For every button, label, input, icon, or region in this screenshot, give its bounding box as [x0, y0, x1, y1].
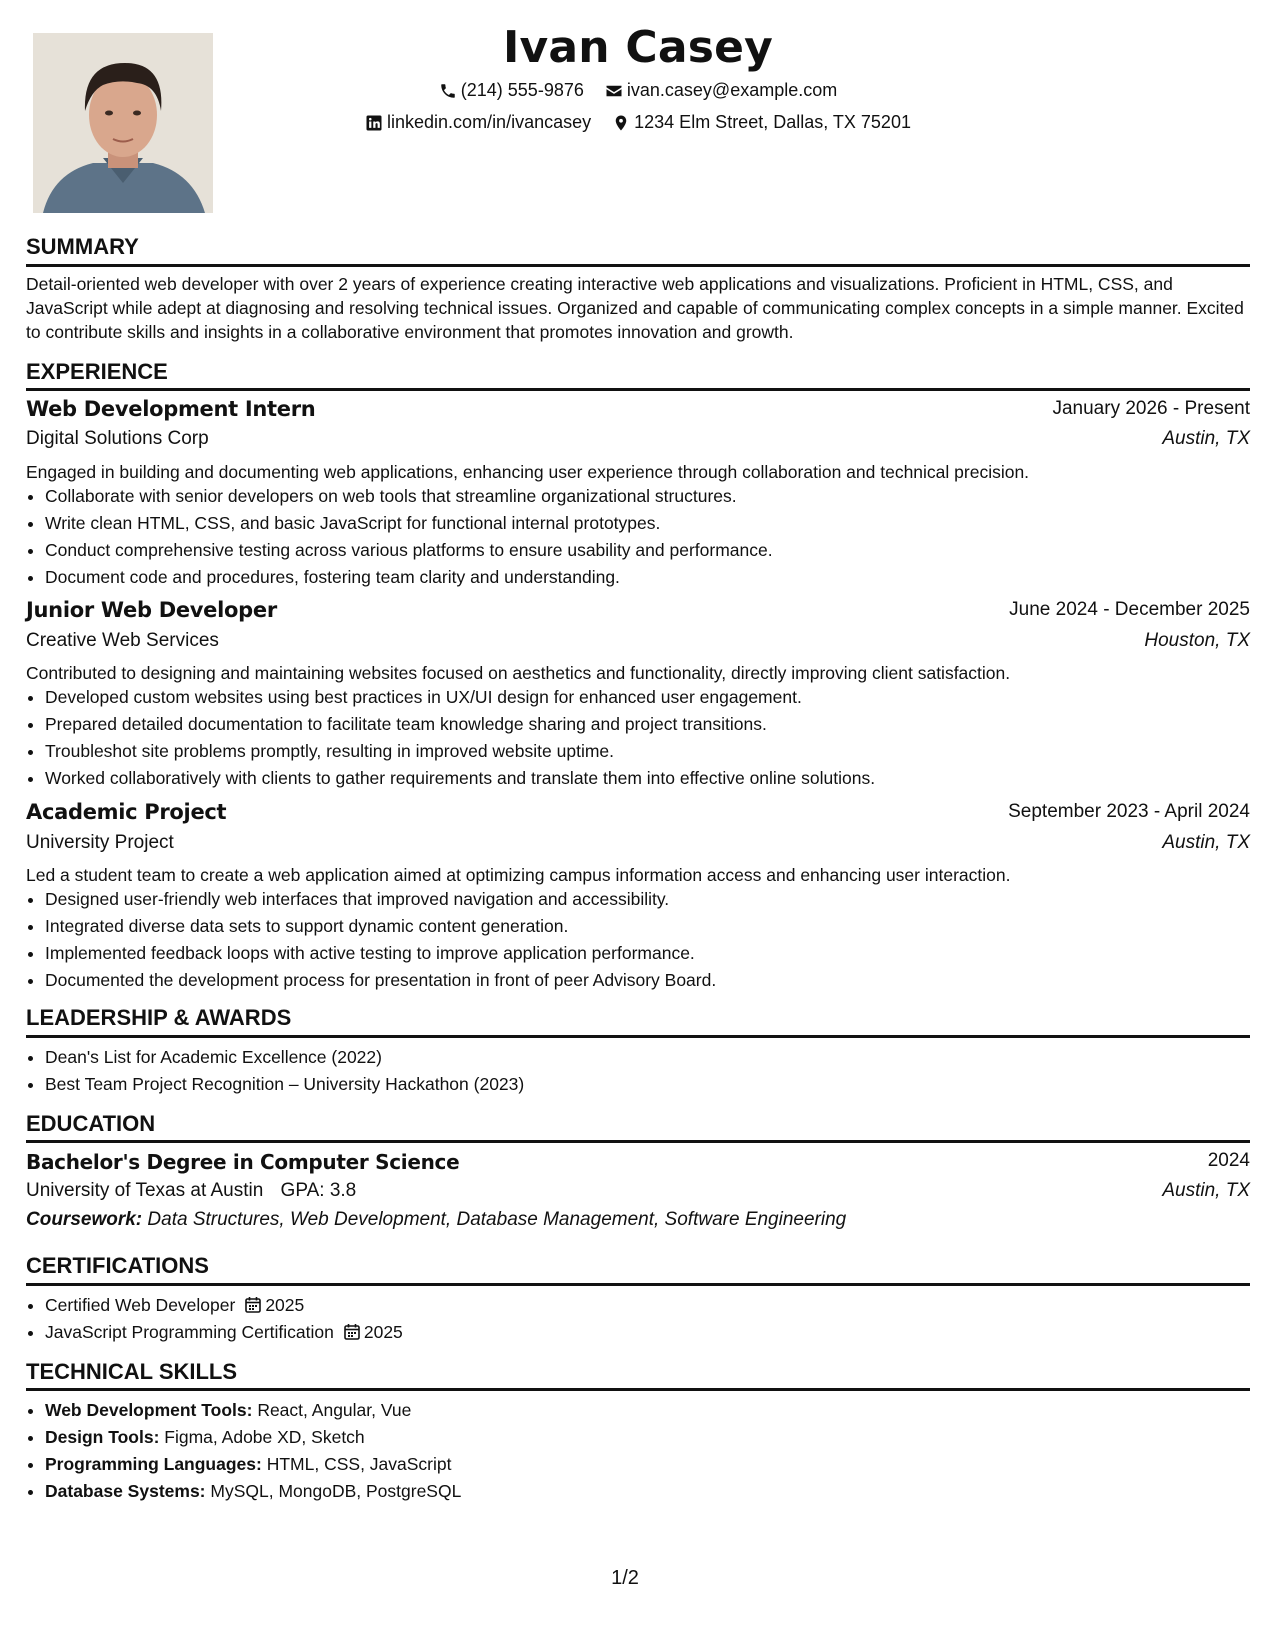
summary-divider	[26, 264, 1250, 267]
phone-icon	[439, 82, 457, 100]
job-description: Contributed to designing and maintaining websites focused on aesthetics and functionality, directly improving client satisfaction.	[26, 663, 1011, 683]
certifications-list	[26, 1292, 403, 1346]
skills-divider	[26, 1388, 1250, 1391]
list-item	[45, 1451, 461, 1478]
job-location: Austin, TX	[1162, 428, 1250, 449]
list-item: • Write clean HTML, CSS, and basic JavaScript for functional internal prototypes.	[45, 510, 773, 537]
list-item: • Integrated diverse data sets to support dynamic content generation.	[45, 913, 716, 940]
list-item: • Prepared detailed documentation to facilitate team knowledge sharing and project transitions.	[45, 711, 875, 738]
leadership-divider	[26, 1035, 1250, 1038]
list-item: • Collaborate with senior developers on web tools that streamline organizational structures.	[45, 483, 773, 510]
list-item: • Troubleshot site problems promptly, resulting in improved website uptime.	[45, 738, 875, 765]
email-text: ivan.casey@example.com	[626, 80, 838, 100]
envelope-icon	[605, 82, 623, 100]
job-location: Austin, TX	[1162, 832, 1250, 853]
list-item	[45, 1292, 403, 1319]
coursework-line	[26, 1209, 846, 1231]
resume-page	[26, 0, 1250, 1650]
linkedin-text: linkedin.com/in/ivancasey	[387, 112, 592, 132]
job-description: Engaged in building and documenting web applications, enhancing user experience through collaboration and technical precision.	[26, 462, 1030, 482]
list-item	[45, 1397, 461, 1424]
education-heading: EDUCATION	[26, 1111, 156, 1136]
list-item: • Worked collaboratively with clients to gather requirements and translate them into effective online solutions.	[45, 765, 875, 792]
candidate-name: Ivan Casey	[502, 22, 774, 73]
degree-title: Bachelor's Degree in Computer Science	[26, 1150, 460, 1174]
certification-year: 2025	[265, 1295, 305, 1315]
linkedin-icon	[365, 114, 383, 132]
job-title: Web Development Intern	[26, 397, 316, 421]
school-location: Austin, TX	[1162, 1180, 1250, 1201]
summary-text: Detail-oriented web developer with over 2 years of experience creating interactive web applications and visualizations. Proficient in HTML, CSS, and JavaScript while adept at diagnosing and resolving technical issues. Organized and capable of communicating complex concepts in a simple manner. Excited to contribute skills and insights in a collaborative environment that promotes innovation and growth.	[26, 274, 1244, 342]
job-dates: January 2026 - Present	[1052, 398, 1250, 419]
job-company: Creative Web Services	[26, 630, 219, 651]
certifications-divider	[26, 1283, 1250, 1286]
job-company: University Project	[26, 832, 174, 853]
job-title: Academic Project	[26, 800, 227, 824]
certification-name: Certified Web Developer	[45, 1295, 236, 1315]
skill-value: Figma, Adobe XD, Sketch	[164, 1427, 365, 1447]
address-contact	[612, 112, 911, 133]
job-description: Led a student team to create a web application aimed at optimizing campus information access and enhancing user interaction.	[26, 865, 1011, 885]
skill-label: Web Development Tools:	[45, 1400, 253, 1420]
skill-label: Design Tools:	[45, 1427, 160, 1447]
linkedin-contact[interactable]	[365, 112, 591, 133]
coursework-label: Coursework:	[26, 1209, 143, 1230]
phone-text: (214) 555-9876	[460, 80, 584, 100]
contact-row-1	[26, 80, 1250, 105]
skill-value: React, Angular, Vue	[257, 1400, 412, 1420]
gpa: GPA: 3.8	[280, 1180, 357, 1201]
location-pin-icon	[612, 114, 630, 132]
list-item: • Dean's List for Academic Excellence (2022)	[45, 1044, 524, 1071]
page-number: 1/2	[611, 1567, 639, 1589]
education-divider	[26, 1140, 1250, 1143]
address-text: 1234 Elm Street, Dallas, TX 75201	[634, 112, 911, 132]
list-item: • Designed user-friendly web interfaces that improved navigation and accessibility.	[45, 886, 716, 913]
list-item: • Conduct comprehensive testing across various platforms to ensure usability and performance.	[45, 537, 773, 564]
experience-heading: EXPERIENCE	[26, 359, 168, 384]
certification-name: JavaScript Programming Certification	[45, 1322, 334, 1342]
summary-heading: SUMMARY	[26, 234, 139, 259]
job-company: Digital Solutions Corp	[26, 428, 209, 449]
list-item: • Document code and procedures, fostering team clarity and understanding.	[45, 564, 773, 591]
job-bullets	[26, 684, 875, 792]
skill-value: HTML, CSS, JavaScript	[266, 1454, 452, 1474]
school-name: University of Texas at Austin	[26, 1180, 264, 1201]
skill-label: Programming Languages:	[45, 1454, 262, 1474]
skill-label: Database Systems:	[45, 1481, 206, 1501]
list-item: • Documented the development process for presentation in front of peer Advisory Board.	[45, 967, 716, 994]
skill-value: MySQL, MongoDB, PostgreSQL	[210, 1481, 462, 1501]
certifications-heading: CERTIFICATIONS	[26, 1253, 209, 1278]
list-item: • Developed custom websites using best practices in UX/UI design for enhanced user engagement.	[45, 684, 875, 711]
list-item	[45, 1424, 461, 1451]
skills-list	[26, 1397, 461, 1505]
graduation-year: 2024	[1207, 1150, 1250, 1171]
skills-heading: TECHNICAL SKILLS	[26, 1359, 238, 1384]
coursework-text: Data Structures, Web Development, Database Management, Software Engineering	[147, 1209, 847, 1230]
school-line	[26, 1180, 356, 1202]
list-item	[45, 1478, 461, 1505]
leadership-heading: LEADERSHIP & AWARDS	[26, 1005, 292, 1030]
job-title: Junior Web Developer	[26, 598, 277, 622]
certification-year: 2025	[363, 1322, 403, 1342]
job-bullets	[26, 483, 773, 591]
experience-divider	[26, 388, 1250, 391]
job-bullets	[26, 886, 716, 994]
phone-contact[interactable]	[439, 80, 584, 101]
leadership-list	[26, 1044, 524, 1098]
list-item: • Implemented feedback loops with active testing to improve application performance.	[45, 940, 716, 967]
calendar-icon	[344, 1323, 360, 1340]
calendar-icon	[245, 1296, 261, 1313]
job-dates: September 2023 - April 2024	[1008, 801, 1250, 822]
contact-row-2	[26, 112, 1250, 137]
list-item	[45, 1319, 403, 1346]
job-dates: June 2024 - December 2025	[1009, 599, 1250, 620]
list-item: • Best Team Project Recognition – University Hackathon (2023)	[45, 1071, 524, 1098]
job-location: Houston, TX	[1144, 630, 1250, 651]
email-contact[interactable]	[605, 80, 837, 101]
